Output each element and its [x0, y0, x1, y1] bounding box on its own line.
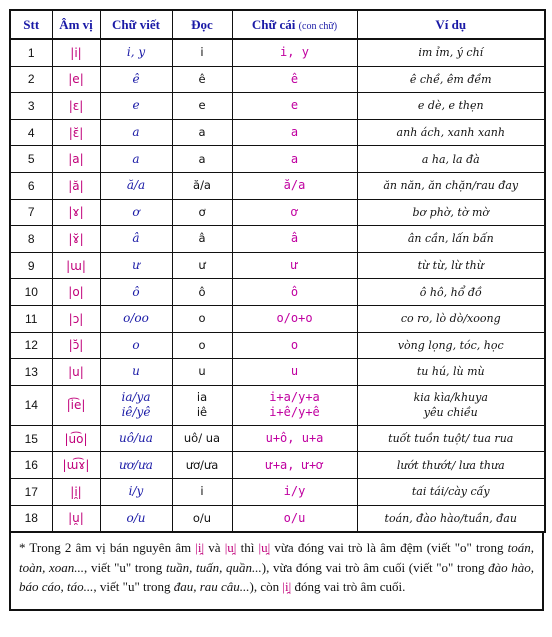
- header-chu-cai-main: Chữ cái: [251, 16, 296, 32]
- cell-stt: 15: [10, 425, 52, 452]
- cell-chu-cai-line: ă/a: [283, 178, 306, 193]
- cell-doc: [172, 478, 232, 505]
- cell-vi-du: [357, 452, 545, 479]
- cell-chu-cai-line: i, y: [280, 45, 309, 60]
- cell-doc: [172, 39, 232, 66]
- cell-stt: 8: [10, 226, 52, 253]
- cell-vi-du-line: tuốt tuồn tuột/ tua rua: [388, 432, 514, 446]
- table-row: [10, 93, 545, 120]
- cell-stt: 3: [10, 93, 52, 120]
- cell-chu-viet: [100, 478, 172, 505]
- cell-vi-du-line: im ỉm, ý chí: [418, 46, 484, 60]
- cell-chu-viet-line: ă/a: [126, 178, 146, 193]
- cell-chu-cai-line: i+ê/y+ê: [269, 405, 320, 420]
- cell-stt: 6: [10, 172, 52, 199]
- cell-chu-cai-line: o: [290, 337, 299, 352]
- cell-doc: [172, 359, 232, 386]
- cell-chu-cai-line: â: [290, 231, 299, 246]
- cell-am-vi: |i|: [52, 39, 100, 66]
- cell-vi-du: [357, 252, 545, 279]
- cell-chu-cai: [232, 226, 357, 253]
- footnote-phoneme: |u̯|: [258, 540, 271, 556]
- cell-doc-line: a: [198, 151, 206, 166]
- cell-chu-cai: [232, 385, 357, 425]
- cell-chu-viet: [100, 425, 172, 452]
- header-stt: Stt: [10, 10, 52, 39]
- cell-doc-line: e: [198, 98, 206, 113]
- cell-stt: 17: [10, 478, 52, 505]
- header-chu-cai-sub: (con chữ): [298, 20, 338, 32]
- cell-am-vi: |ɯ|: [52, 252, 100, 279]
- cell-am-vi: |a|: [52, 146, 100, 173]
- table-row: [10, 478, 545, 505]
- cell-chu-cai-line: i+a/y+a: [269, 390, 320, 405]
- cell-vi-du-line: toán, đào hào/tuần, đau: [384, 511, 517, 525]
- cell-am-vi: |u|: [52, 359, 100, 386]
- cell-doc: [172, 305, 232, 332]
- cell-doc: [172, 385, 232, 425]
- cell-chu-viet-line: iê/yê: [121, 405, 151, 420]
- table-row: [10, 305, 545, 332]
- cell-chu-viet: [100, 452, 172, 479]
- table-row: [10, 119, 545, 146]
- cell-chu-viet: [100, 199, 172, 226]
- cell-chu-viet-line: o/u: [126, 510, 146, 525]
- cell-doc: [172, 452, 232, 479]
- cell-vi-du-line: ăn năn, ăn chặn/rau đay: [383, 179, 519, 193]
- footnote-text: vừa đóng vai trò là âm đệm (viết "o" trong: [270, 540, 508, 556]
- cell-chu-cai: [232, 66, 357, 93]
- cell-doc-line: i: [200, 484, 204, 499]
- header-vi-du: Ví dụ: [357, 10, 545, 39]
- cell-vi-du: [357, 226, 545, 253]
- cell-chu-cai-line: a: [290, 125, 299, 140]
- cell-stt: 14: [10, 385, 52, 425]
- cell-vi-du-line: e dè, e thẹn: [417, 99, 484, 113]
- cell-chu-viet-line: o/oo: [123, 311, 149, 326]
- cell-am-vi: |ɔ̆|: [52, 332, 100, 359]
- cell-doc: [172, 252, 232, 279]
- cell-doc: [172, 226, 232, 253]
- cell-chu-viet-line: ư: [132, 258, 140, 273]
- cell-vi-du-line: yêu chiều: [423, 406, 478, 420]
- cell-chu-viet-line: ươ/ưa: [119, 457, 153, 472]
- cell-chu-viet-line: u: [132, 364, 140, 379]
- cell-stt: 16: [10, 452, 52, 479]
- table-row: [10, 279, 545, 306]
- table-row: [10, 385, 545, 425]
- cell-vi-du: [357, 478, 545, 505]
- cell-am-vi: |ă|: [52, 172, 100, 199]
- footnote-phoneme: |i̯|: [195, 540, 205, 556]
- cell-doc-line: â: [198, 231, 206, 246]
- cell-doc-line: o/u: [192, 510, 212, 525]
- cell-chu-cai-line: u+ô, u+a: [265, 431, 324, 446]
- cell-vi-du: [357, 425, 545, 452]
- cell-chu-cai-line: ơ: [290, 204, 299, 219]
- cell-doc: [172, 146, 232, 173]
- cell-chu-cai-line: ư: [290, 258, 299, 273]
- footnote-phoneme: |i̯|: [282, 579, 292, 595]
- table-row: [10, 452, 545, 479]
- cell-doc-line: ươ/ưa: [185, 457, 219, 472]
- cell-chu-viet-line: a: [132, 125, 140, 140]
- cell-stt: 1: [10, 39, 52, 66]
- cell-am-vi: |ɯ͡ɤ|: [52, 452, 100, 479]
- cell-vi-du-line: bơ phờ, tờ mờ: [412, 205, 489, 219]
- table-row: [10, 359, 545, 386]
- cell-chu-viet-line: a: [132, 151, 140, 166]
- cell-doc-line: o: [198, 311, 206, 326]
- table-row: [10, 252, 545, 279]
- cell-chu-viet-line: i/y: [128, 484, 144, 499]
- cell-chu-viet-line: uô/ua: [119, 431, 153, 446]
- cell-vi-du-line: lướt thướt/ lưa thưa: [396, 458, 505, 472]
- cell-vi-du: [357, 305, 545, 332]
- cell-stt: 10: [10, 279, 52, 306]
- cell-doc: [172, 172, 232, 199]
- footnote-text: , viết "u" trong: [93, 579, 174, 595]
- cell-chu-viet: [100, 146, 172, 173]
- footnote-text: , viết "u" trong: [84, 559, 166, 575]
- cell-doc: [172, 66, 232, 93]
- cell-doc-line: a: [198, 125, 206, 140]
- cell-chu-viet-line: e: [132, 98, 140, 113]
- vowel-phoneme-table: [9, 9, 546, 533]
- cell-chu-viet: [100, 305, 172, 332]
- cell-chu-cai: [232, 93, 357, 120]
- header-doc: Đọc: [172, 10, 232, 39]
- cell-vi-du-line: tai tái/cày cấy: [411, 485, 490, 499]
- cell-vi-du-line: vòng lọng, tóc, học: [397, 338, 504, 352]
- cell-doc-line: ia: [196, 390, 208, 405]
- cell-doc: [172, 505, 232, 532]
- cell-doc-line: ă/a: [193, 178, 211, 193]
- cell-vi-du: [357, 146, 545, 173]
- table-row: [10, 172, 545, 199]
- cell-vi-du-line: anh ách, xanh xanh: [396, 126, 505, 140]
- cell-doc: [172, 425, 232, 452]
- cell-chu-cai-line: ô: [290, 284, 299, 299]
- cell-vi-du: [357, 505, 545, 532]
- table-row: [10, 425, 545, 452]
- table-row: [10, 332, 545, 359]
- cell-vi-du: [357, 279, 545, 306]
- cell-doc-line: ư: [198, 258, 206, 273]
- header-am-vi: Âm vị: [52, 10, 100, 39]
- header-chu-viet: Chữ viết: [100, 10, 172, 39]
- cell-doc-line: ơ: [198, 204, 206, 219]
- cell-vi-du: [357, 359, 545, 386]
- cell-chu-viet: [100, 332, 172, 359]
- cell-chu-cai-line: e: [290, 98, 299, 113]
- vowel-table-container: [9, 9, 544, 611]
- cell-chu-cai: [232, 279, 357, 306]
- cell-chu-cai: [232, 305, 357, 332]
- cell-stt: 4: [10, 119, 52, 146]
- header-chu-cai: [232, 10, 357, 39]
- cell-chu-viet: [100, 279, 172, 306]
- cell-chu-viet-line: ê: [132, 71, 140, 86]
- cell-chu-cai: [232, 505, 357, 532]
- cell-am-vi: |u̯|: [52, 505, 100, 532]
- cell-chu-viet: [100, 93, 172, 120]
- cell-vi-du: [357, 385, 545, 425]
- cell-doc: [172, 119, 232, 146]
- cell-chu-viet: [100, 119, 172, 146]
- cell-chu-viet-line: ô: [132, 284, 140, 299]
- cell-am-vi: |o|: [52, 279, 100, 306]
- cell-vi-du: [357, 66, 545, 93]
- cell-doc-line: o: [198, 337, 206, 352]
- cell-vi-du-line: tu hú, lù mù: [416, 365, 485, 379]
- footnote-text: thì: [236, 540, 259, 556]
- cell-stt: 2: [10, 66, 52, 93]
- cell-vi-du-line: từ từ, lừ thừ: [417, 259, 484, 273]
- cell-stt: 5: [10, 146, 52, 173]
- cell-chu-viet: [100, 252, 172, 279]
- table-row: [10, 199, 545, 226]
- footnote-example: đau, rau câu...: [173, 579, 250, 595]
- cell-vi-du: [357, 93, 545, 120]
- cell-chu-cai-line: ư+a, ư+ơ: [265, 457, 324, 472]
- cell-chu-cai: [232, 172, 357, 199]
- cell-vi-du-line: ê chề, êm đềm: [409, 72, 492, 86]
- footnote-text: đóng vai trò âm cuối.: [291, 579, 406, 595]
- cell-vi-du: [357, 332, 545, 359]
- cell-am-vi: |ɛ̆|: [52, 119, 100, 146]
- table-header-row: [10, 10, 545, 39]
- cell-chu-viet-line: ia/ya: [121, 390, 151, 405]
- cell-vi-du-line: co ro, lò dò/xoong: [400, 312, 501, 326]
- cell-stt: 18: [10, 505, 52, 532]
- cell-doc-line: uô/ ua: [183, 431, 221, 446]
- table-row: [10, 505, 545, 532]
- cell-stt: 9: [10, 252, 52, 279]
- table-row: [10, 146, 545, 173]
- footnote-example: toán, toàn, xoan...: [19, 540, 534, 575]
- table-row: [10, 226, 545, 253]
- footnote-text: ), còn: [249, 579, 283, 595]
- cell-chu-cai: [232, 478, 357, 505]
- cell-chu-cai-line: a: [290, 151, 299, 166]
- cell-stt: 13: [10, 359, 52, 386]
- footnote: [9, 533, 544, 611]
- cell-am-vi: |ɤ|: [52, 199, 100, 226]
- cell-chu-cai: [232, 39, 357, 66]
- footnote-text: * Trong 2 âm vị bán nguyên âm: [19, 540, 196, 556]
- cell-doc-line: ô: [198, 284, 206, 299]
- cell-chu-viet: [100, 359, 172, 386]
- cell-chu-cai: [232, 452, 357, 479]
- cell-doc: [172, 279, 232, 306]
- footnote-phoneme: |u̯|: [224, 540, 237, 556]
- cell-am-vi: |ɔ|: [52, 305, 100, 332]
- cell-chu-cai: [232, 332, 357, 359]
- cell-chu-cai-line: u: [290, 364, 299, 379]
- cell-vi-du-line: ô hô, hổ đồ: [419, 285, 482, 299]
- table-row: [10, 66, 545, 93]
- cell-chu-cai: [232, 146, 357, 173]
- cell-chu-viet-line: i, y: [126, 45, 146, 60]
- cell-chu-cai: [232, 119, 357, 146]
- cell-am-vi: |i͡e|: [52, 385, 100, 425]
- cell-vi-du-line: a ha, la đà: [421, 152, 480, 166]
- cell-stt: 12: [10, 332, 52, 359]
- cell-chu-viet: [100, 172, 172, 199]
- cell-chu-cai: [232, 252, 357, 279]
- cell-doc-line: ê: [198, 71, 206, 86]
- cell-chu-viet-line: ơ: [132, 204, 140, 219]
- cell-am-vi: |i̯|: [52, 478, 100, 505]
- cell-chu-viet: [100, 66, 172, 93]
- footnote-text: và: [204, 540, 225, 556]
- cell-stt: 11: [10, 305, 52, 332]
- cell-vi-du: [357, 172, 545, 199]
- cell-chu-viet: [100, 226, 172, 253]
- cell-chu-viet: [100, 39, 172, 66]
- cell-am-vi: |e|: [52, 66, 100, 93]
- cell-am-vi: |ɛ|: [52, 93, 100, 120]
- cell-vi-du-line: kia kìa/khuya: [413, 391, 488, 405]
- cell-vi-du: [357, 199, 545, 226]
- cell-chu-viet-line: o: [132, 337, 140, 352]
- cell-doc: [172, 199, 232, 226]
- cell-vi-du-line: ân cần, lấn bấn: [407, 232, 494, 246]
- cell-chu-cai-line: o/o+o: [276, 311, 313, 326]
- cell-chu-viet: [100, 505, 172, 532]
- cell-chu-cai-line: o/u: [283, 510, 306, 525]
- footnote-example: đào hào, báo cáo, táo...: [19, 559, 535, 595]
- cell-am-vi: |ɤ̆|: [52, 226, 100, 253]
- table-row: [10, 39, 545, 66]
- footnote-example: tuần, tuấn, quần...: [165, 559, 262, 575]
- cell-am-vi: |u͡o|: [52, 425, 100, 452]
- footnote-text: ), vừa đóng vai trò âm cuối (viết "o" trong: [261, 559, 489, 575]
- cell-stt: 7: [10, 199, 52, 226]
- cell-doc-line: iê: [196, 405, 208, 420]
- cell-vi-du: [357, 119, 545, 146]
- cell-doc: [172, 332, 232, 359]
- cell-vi-du: [357, 39, 545, 66]
- cell-chu-cai: [232, 425, 357, 452]
- cell-chu-cai-line: i/y: [283, 484, 306, 499]
- cell-doc-line: u: [198, 364, 206, 379]
- cell-doc-line: i: [200, 45, 204, 60]
- cell-chu-cai: [232, 359, 357, 386]
- cell-doc: [172, 93, 232, 120]
- cell-chu-viet-line: â: [132, 231, 140, 246]
- cell-chu-viet: [100, 385, 172, 425]
- cell-chu-cai: [232, 199, 357, 226]
- cell-chu-cai-line: ê: [290, 71, 299, 86]
